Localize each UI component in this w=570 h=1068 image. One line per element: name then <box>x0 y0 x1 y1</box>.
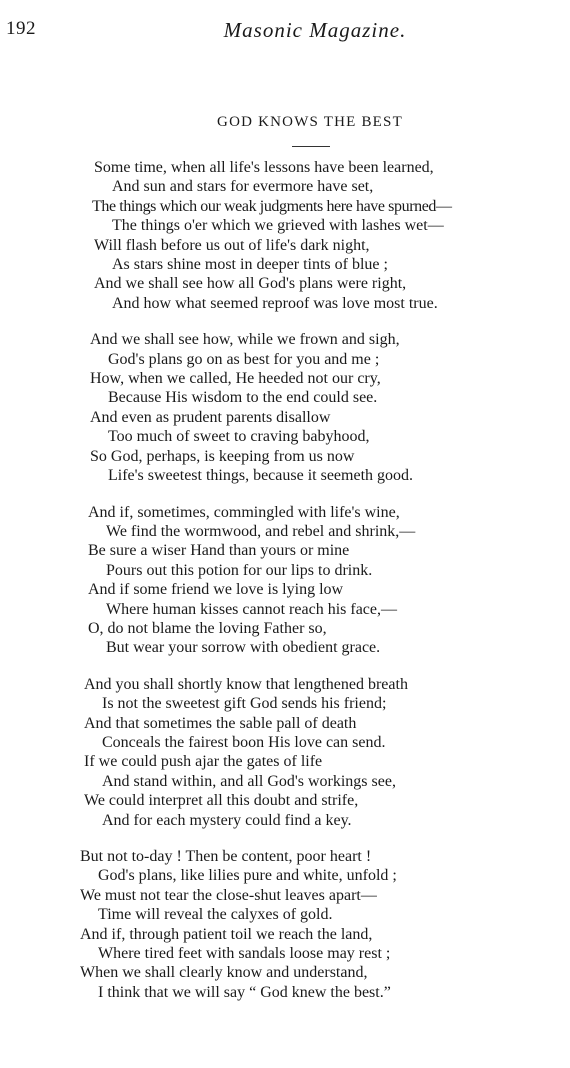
poem-line: So God, perhaps, is keeping from us now <box>90 447 355 465</box>
poem-line: As stars shine most in deeper tints of blue ; <box>112 256 388 274</box>
poem-line: O, do not blame the loving Father so, <box>88 619 327 637</box>
poem-line: Some time, when all life's lessons have been learned, <box>94 159 434 176</box>
poem-line: And even as prudent parents disallow <box>90 408 331 426</box>
page-number: 192 <box>6 18 36 39</box>
stanza-5 <box>80 847 548 1002</box>
poem-line: The things o'er which we grieved with lashes wet— <box>112 217 444 235</box>
poem-body <box>78 158 548 1019</box>
poem-line: How, when we called, He heeded not our cry, <box>90 370 381 388</box>
stanza-4 <box>84 675 548 830</box>
poem-line: And stand within, and all God's workings see, <box>102 772 396 790</box>
poem-line: God's plans go on as best for you and me ; <box>108 350 380 368</box>
poem-line: And we shall see how all God's plans were right, <box>94 275 407 293</box>
poem-line: And that sometimes the sable pall of death <box>84 714 357 732</box>
stanza-2 <box>90 330 548 485</box>
poem-line: Where human kisses cannot reach his face,— <box>106 600 397 618</box>
poem-line: But wear your sorrow with obedient grace. <box>106 639 381 657</box>
poem-line: Time will reveal the calyxes of gold. <box>98 906 333 924</box>
poem-line: Because His wisdom to the end could see. <box>108 389 378 407</box>
poem-line: And sun and stars for evermore have set, <box>112 178 374 196</box>
running-title: Masonic Magazine. <box>223 18 407 42</box>
poem-line: I think that we will say “ God knew the best.” <box>98 983 391 1001</box>
poem-line: We must not tear the close-shut leaves apart— <box>80 886 377 904</box>
poem-line: Pours out this potion for our lips to drink. <box>106 561 373 579</box>
poem-line: Conceals the fairest boon His love can send. <box>102 733 386 751</box>
stanza-3 <box>88 503 548 658</box>
poem-line: And if, sometimes, commingled with life's wine, <box>88 503 400 521</box>
poem-line: Is not the sweetest gift God sends his friend; <box>102 695 387 713</box>
poem-line: And you shall shortly know that lengthened breath <box>84 675 408 693</box>
poem-line: Where tired feet with sandals loose may rest ; <box>98 945 391 963</box>
poem-line: And for each mystery could find a key. <box>102 811 352 829</box>
poem-line: And if some friend we love is lying low <box>88 581 344 599</box>
title-rule <box>292 146 330 147</box>
poem-line: But not to-day ! Then be content, poor heart ! <box>80 848 372 865</box>
poem-line: Be sure a wiser Hand than yours or mine <box>88 542 350 560</box>
poem-line: And we shall see how, while we frown and sigh, <box>90 331 400 349</box>
poem-title: GOD KNOWS THE BEST <box>217 114 403 130</box>
poem-line: When we shall clearly know and understand, <box>80 964 368 982</box>
poem-line: The things which our weak judgments here have spurned— <box>92 197 452 215</box>
poem-line: Life's sweetest things, because it seemeth good. <box>108 467 414 485</box>
poem-line: We could interpret all this doubt and strife, <box>84 792 359 810</box>
poem-line: Will flash before us out of life's dark night, <box>94 236 370 254</box>
poem-line: We find the wormwood, and rebel and shrink,— <box>106 522 416 540</box>
poem-line: Too much of sweet to craving babyhood, <box>108 428 370 446</box>
poem-line: And how what seemed reproof was love most true. <box>112 294 438 312</box>
poem-line: If we could push ajar the gates of life <box>84 753 323 771</box>
stanza-1 <box>94 158 548 313</box>
poem-line: And if, through patient toil we reach the land, <box>80 925 373 943</box>
poem-line: God's plans, like lilies pure and white, unfold ; <box>98 867 397 885</box>
